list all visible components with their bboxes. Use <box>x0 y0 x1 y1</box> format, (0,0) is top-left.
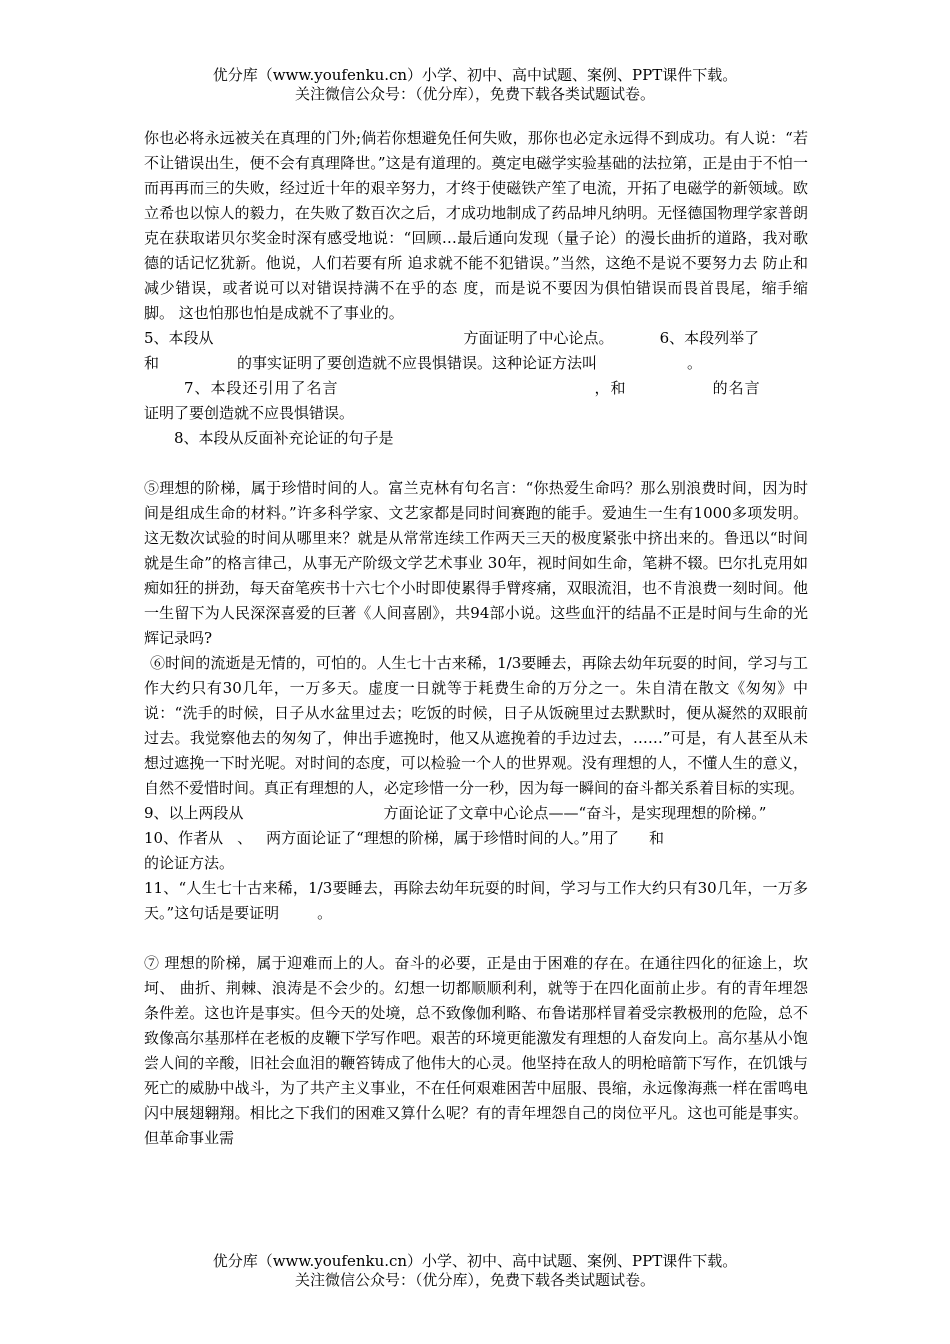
q9-prompt: 9、以上两段从 <box>144 804 244 822</box>
q7-suffix: 的名言 <box>712 379 761 397</box>
passage-paragraph-6: ⑥时间的流逝是无情的，可怕的。人生七十古来稀，1/3要睡去，再除去幼年玩耍的时间，学习与工作大约只有30几年，一万多天。虚度一日就等于耗费生命的万分之一。朱自清在散文《匆匆》中说：“洗手的时候，日子从水盆里过去；吃饭的时候，日子从饭碗里过去默默时，便从凝然的双眼前过去。我觉察他去的匆匆了，伸出手遮挽时，他又从遮挽着的手边过去，……”可是，有人甚至从未想过遮挽一下时光呢。对时间的态度，可以检验一个人的世界观。没有理想的人，不懂人生的意义，自然不爱惜时间。真正有理想的人，必定珍惜一分一秒，因为每一瞬间的奋斗都关系着目标的实现。 <box>144 654 808 797</box>
question-7-cont: 证明了要创造就不应畏惧错误。 <box>144 404 355 422</box>
q6-text: 的事实证明了要创造就不应畏惧错误。这种论证方法叫 <box>237 354 598 372</box>
q5-prompt: 5、本段从 <box>144 329 214 347</box>
q10-text: 两方面论证了“理想的阶梯，属于珍惜时间的人。”用了 <box>266 829 619 847</box>
page-header <box>0 66 950 104</box>
q5-suffix: 方面证明了中心论点。 <box>463 329 614 347</box>
header-line-1: 优分库（www.youfenku.cn）小学、初中、高中试题、案例、PPT课件下载。 <box>212 66 738 84</box>
question-7 <box>144 376 808 401</box>
q6-and: 和 <box>144 354 160 372</box>
q9-suffix: 方面论证了文章中心论点——“奋斗，是实现理想的阶梯。” <box>383 804 767 822</box>
passage-paragraph-5: ⑤理想的阶梯，属于珍惜时间的人。富兰克林有句名言：“你热爱生命吗？那么别浪费时间，因为时间是组成生命的材料。”许多科学家、文艺家都是同时间赛跑的能手。爱迪生一生有1000多项发明。这无数次试验的时间从哪里来？就是从常常连续工作两天三天的极度紧张中挤出来的。鲁迅以“时间就是生命”的格言律己，从事无产阶级文学艺术事业 30年，视时间如生命，笔耕不辍。巴尔扎克用如痴如狂的拼劲，每天奋笔疾书十六七个小时即使累得手臂疼痛，双眼流泪，也不肯浪费一刻时间。他一生留下为人民深深喜爱的巨著《人间喜剧》，共94部小说。这些血汗的结晶不正是时间与生命的光辉记录吗? <box>144 479 808 647</box>
question-5-6 <box>144 326 808 351</box>
passage-paragraph-4: 你也必将永远被关在真理的门外;倘若你想避免任何失败，那你也必定永远得不到成功。有人说：“若不让错误出生，便不会有真理降世。”这是有道理的。奠定电磁学实验基础的法拉第，正是由于不怕一而再再而三的失败，经过近十年的艰辛努力，才终于使磁铁产笙了电流，开拓了电磁学的新领域。欧立希也以惊人的毅力，在失败了数百次之后，才成功地制成了药品坤凡纳明。无怪德国物理学家普朗克在获取诺贝尔奖金时深有感受地说：“回顾…最后通向发现（量子论）的漫长曲折的道路，我对歌德的话记忆犹新。他说，人们若要有所 追求就不能不犯错误。”当然，这绝不是说不要努力去 防止和减少错误，或者说可以对错误持满不在乎的态 度，而是说不要因为俱怕错误而畏首畏尾，缩手缩脚。 这也怕那也怕是成就不了事业的。 <box>144 129 808 322</box>
q10-comma: 、 <box>237 829 253 847</box>
q7-prompt: 7、本段还引用了名言 <box>184 379 339 397</box>
question-9 <box>144 801 808 826</box>
q10-and: 和 <box>648 829 664 847</box>
footer-line-1: 优分库（www.youfenku.cn）小学、初中、高中试题、案例、PPT课件下载。 <box>212 1252 738 1270</box>
question-10 <box>144 826 808 851</box>
q6-prompt: 6、本段列举了 <box>659 329 760 347</box>
question-8: 8、本段从反面补充论证的句子是 <box>174 429 394 447</box>
footer-line-2: 关注微信公众号：（优分库），免费下载各类试题试卷。 <box>294 1271 655 1289</box>
header-line-2: 关注微信公众号：（优分库），免费下载各类试题试卷。 <box>294 85 655 103</box>
question-6-cont <box>144 351 808 376</box>
q11-prompt: 11、“人生七十古来稀，1/3要睡去，再除去幼年玩耍的时间，学习与工作大约只有30几年，一万多天。”这句话是要证明 <box>144 879 808 922</box>
q7-and: ，和 <box>594 379 627 397</box>
spacer <box>144 451 808 476</box>
question-11 <box>144 876 808 926</box>
question-10-cont: 的论证方法。 <box>144 854 235 872</box>
q10-prompt: 10、作者从 <box>144 829 224 847</box>
q6-period: 。 <box>687 354 703 372</box>
q11-period: 。 <box>317 904 333 922</box>
passage-paragraph-7: ⑦ 理想的阶梯，属于迎难而上的人。奋斗的必要，正是由于困难的存在。在通往四化的征途上，坎坷、 曲折、荆棘、浪涛是不会少的。幻想一切都顺顺利利，就等于在四化面前止步。有的青年埋怨条件差。这也许是事实。但今天的处境，总不致像伽利略、布鲁诺那样冒着受宗教极刑的危险，总不致像高尔基那样在老板的皮鞭下学写作吧。艰苦的环境更能激发有理想的人奋发向上。高尔基从小饱尝人间的辛酸，旧社会血泪的鞭笞铸成了他伟大的心灵。他坚持在敌人的明枪暗箭下写作，在饥饿与死亡的威胁中战斗，为了共产主义事业，不在任何艰难困苦中屈服、畏缩，永远像海燕一样在雷鸣电闪中展翅翱翔。相比之下我们的困难又算什么呢？有的青年埋怨自己的岗位平凡。这也可能是事实。但革命事业需 <box>144 954 808 1147</box>
page-footer <box>0 1252 950 1290</box>
document-body <box>144 126 808 1151</box>
spacer <box>144 926 808 951</box>
